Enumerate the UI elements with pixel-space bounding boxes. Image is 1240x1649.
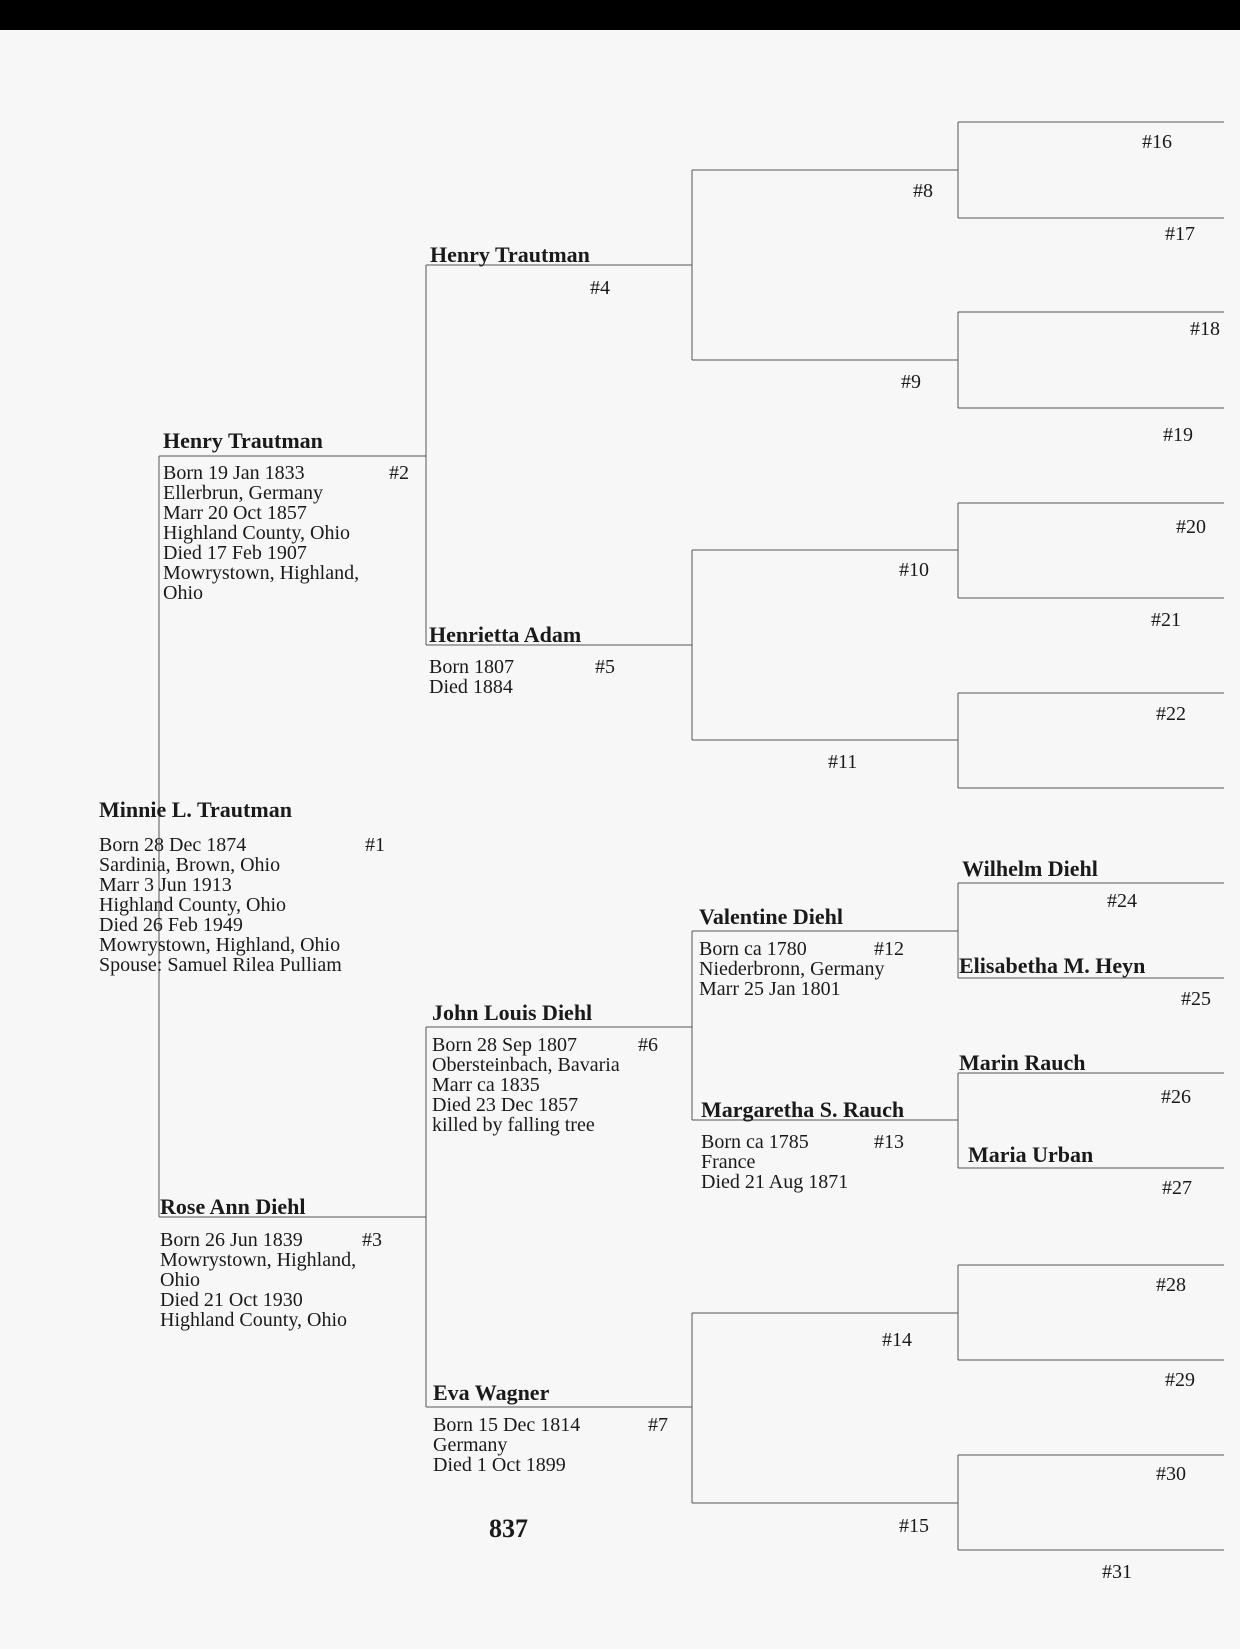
person-27-name: Maria Urban bbox=[968, 1142, 1094, 1167]
person-8-number: #8 bbox=[913, 180, 933, 202]
person-12-number: #12 bbox=[874, 938, 904, 960]
person-26-number: #26 bbox=[1161, 1086, 1191, 1108]
person-4-number: #4 bbox=[590, 277, 610, 299]
person-2-line: Highland County, Ohio bbox=[163, 522, 351, 544]
person-2-line: Died 17 Feb 1907 bbox=[163, 542, 307, 564]
person-1-line: Mowrystown, Highland, Ohio bbox=[99, 934, 341, 956]
person-5-name: Henrietta Adam bbox=[429, 622, 582, 647]
person-20-number: #20 bbox=[1176, 516, 1206, 538]
person-12-line: Born ca 1780 bbox=[699, 938, 807, 960]
person-28-number: #28 bbox=[1156, 1274, 1186, 1296]
person-6-line: Born 28 Sep 1807 bbox=[432, 1034, 577, 1056]
person-21-number: #21 bbox=[1151, 609, 1181, 631]
person-12-line: Niederbronn, Germany bbox=[699, 958, 885, 980]
person-31-number: #31 bbox=[1102, 1561, 1132, 1583]
person-2-line: Marr 20 Oct 1857 bbox=[163, 502, 307, 524]
page-number: 837 bbox=[489, 1514, 528, 1543]
person-14-number: #14 bbox=[882, 1329, 912, 1351]
person-27-number: #27 bbox=[1162, 1177, 1192, 1199]
person-12-line: Marr 25 Jan 1801 bbox=[699, 978, 841, 1000]
person-1-line: Sardinia, Brown, Ohio bbox=[99, 854, 281, 876]
person-5-line: Born 1807 bbox=[429, 656, 514, 678]
person-5-number: #5 bbox=[595, 656, 615, 678]
person-1-line: Spouse: Samuel Rilea Pulliam bbox=[99, 954, 342, 976]
person-19-number: #19 bbox=[1163, 424, 1193, 446]
person-2-name: Henry Trautman bbox=[163, 428, 323, 453]
person-24-number: #24 bbox=[1107, 890, 1137, 912]
person-6-name: John Louis Diehl bbox=[432, 1000, 593, 1025]
person-1-line: Marr 3 Jun 1913 bbox=[99, 874, 232, 896]
person-7-line: Born 15 Dec 1814 bbox=[433, 1414, 581, 1436]
person-30-number: #30 bbox=[1156, 1463, 1186, 1485]
person-9-number: #9 bbox=[901, 371, 921, 393]
person-5-details bbox=[429, 657, 514, 697]
person-12-details bbox=[699, 939, 885, 999]
person-3-line: Died 21 Oct 1930 bbox=[160, 1289, 303, 1311]
person-6-line: Marr ca 1835 bbox=[432, 1074, 540, 1096]
person-6-details bbox=[432, 1035, 620, 1135]
person-22-number: #22 bbox=[1156, 703, 1186, 725]
person-7-name: Eva Wagner bbox=[433, 1380, 550, 1405]
person-2-line: Ohio bbox=[163, 582, 203, 604]
person-10-number: #10 bbox=[899, 559, 929, 581]
person-13-name: Margaretha S. Rauch bbox=[701, 1097, 905, 1122]
person-6-line: killed by falling tree bbox=[432, 1114, 595, 1136]
person-2-line: Ellerbrun, Germany bbox=[163, 482, 323, 504]
person-7-line: Died 1 Oct 1899 bbox=[433, 1454, 566, 1476]
person-13-details bbox=[701, 1132, 848, 1192]
person-25-number: #25 bbox=[1181, 988, 1211, 1010]
person-16-number: #16 bbox=[1142, 131, 1172, 153]
person-1-details bbox=[99, 835, 342, 975]
person-24-name: Wilhelm Diehl bbox=[962, 856, 1098, 881]
person-1-line: Highland County, Ohio bbox=[99, 894, 287, 916]
person-2-line: Mowrystown, Highland, bbox=[163, 562, 360, 584]
person-3-line: Mowrystown, Highland, bbox=[160, 1249, 357, 1271]
person-13-number: #13 bbox=[874, 1131, 904, 1153]
person-2-details bbox=[163, 463, 359, 603]
person-26-name: Marin Rauch bbox=[959, 1050, 1086, 1075]
person-12-name: Valentine Diehl bbox=[699, 904, 844, 929]
person-2-number: #2 bbox=[389, 462, 409, 484]
person-18-number: #18 bbox=[1190, 318, 1220, 340]
person-3-line: Highland County, Ohio bbox=[160, 1309, 348, 1331]
person-13-line: Died 21 Aug 1871 bbox=[701, 1171, 849, 1193]
person-15-number: #15 bbox=[899, 1515, 929, 1537]
person-13-line: Born ca 1785 bbox=[701, 1131, 809, 1153]
person-2-line: Born 19 Jan 1833 bbox=[163, 462, 305, 484]
person-17-number: #17 bbox=[1165, 223, 1195, 245]
person-3-line: Born 26 Jun 1839 bbox=[160, 1229, 303, 1251]
person-1-line: Born 28 Dec 1874 bbox=[99, 834, 247, 856]
person-1-number: #1 bbox=[365, 834, 385, 856]
person-7-number: #7 bbox=[648, 1414, 668, 1436]
person-6-line: Died 23 Dec 1857 bbox=[432, 1094, 579, 1116]
person-1-line: Died 26 Feb 1949 bbox=[99, 914, 243, 936]
person-6-line: Obersteinbach, Bavaria bbox=[432, 1054, 620, 1076]
person-13-line: France bbox=[701, 1151, 756, 1173]
person-3-details bbox=[160, 1230, 356, 1330]
person-11-number: #11 bbox=[828, 751, 858, 773]
person-7-details bbox=[433, 1415, 580, 1475]
person-3-name: Rose Ann Diehl bbox=[160, 1194, 306, 1219]
person-7-line: Germany bbox=[433, 1434, 508, 1456]
person-6-number: #6 bbox=[638, 1034, 658, 1056]
person-29-number: #29 bbox=[1165, 1369, 1195, 1391]
person-25-name: Elisabetha M. Heyn bbox=[959, 953, 1146, 978]
person-3-number: #3 bbox=[362, 1229, 382, 1251]
person-1-name: Minnie L. Trautman bbox=[99, 797, 292, 822]
person-3-line: Ohio bbox=[160, 1269, 200, 1291]
person-5-line: Died 1884 bbox=[429, 676, 513, 698]
person-4-name: Henry Trautman bbox=[430, 242, 590, 267]
